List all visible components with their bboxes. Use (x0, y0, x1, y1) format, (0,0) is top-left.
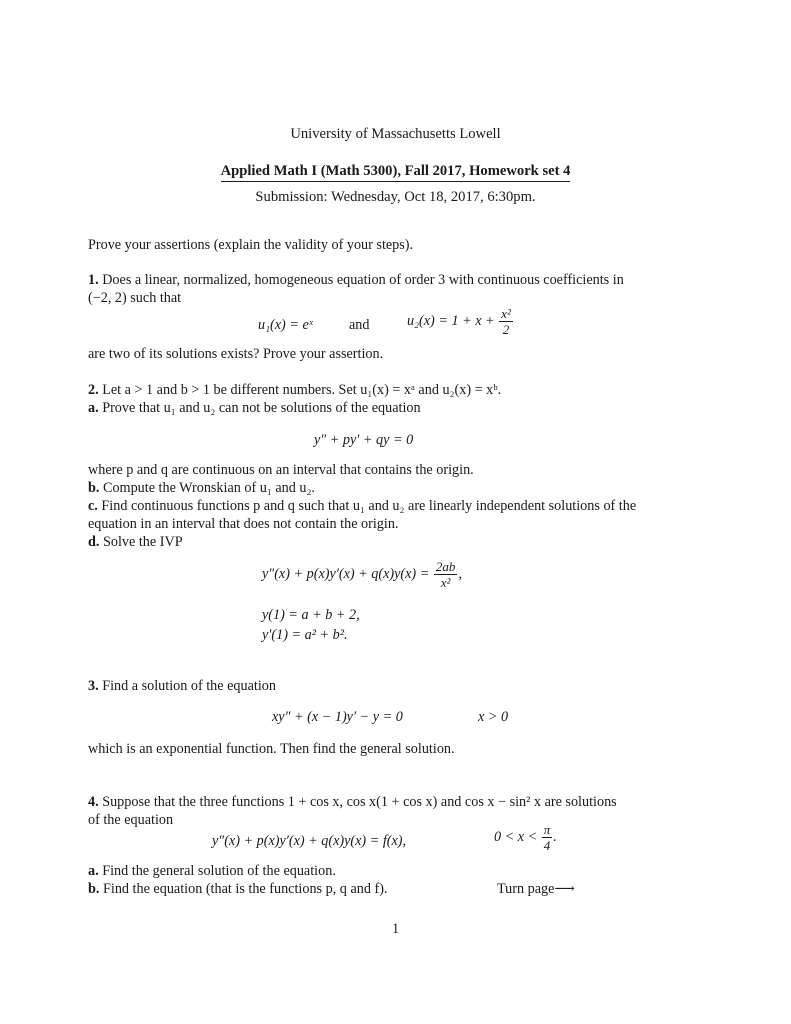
problem-4-line-2: of the equation (88, 812, 174, 828)
problem-4-equation: y″(x) + p(x)y′(x) + q(x)y(x) = f(x), (212, 833, 407, 849)
page-number: 1 (391, 921, 400, 937)
problem-1-line-3: are two of its solutions exists? Prove your assertion. (88, 346, 384, 362)
problem-2d-ic-1: y(1) = a + b + 2, (262, 607, 360, 623)
problem-4b-label: b. (88, 881, 100, 897)
problem-2-line-1 (88, 381, 501, 399)
problem-4-cond-end: . (553, 828, 557, 845)
university-name: University of Massachusetts Lowell (290, 126, 501, 142)
problem-2a-equation: y″ + py′ + qy = 0 (314, 432, 414, 448)
problem-2b-line (88, 479, 315, 497)
problem-4-number: 4. (88, 794, 99, 810)
problem-2d-eq-lhs: y″(x) + p(x)y′(x) + q(x)y(x) = (262, 565, 430, 582)
problem-4a-text: Find the general solution of the equation. (102, 863, 336, 879)
fraction-numerator: π (543, 822, 551, 837)
problem-1-eq-u2-fraction (499, 307, 513, 336)
problem-3-after: which is an exponential function. Then find the general solution. (88, 741, 455, 757)
submission-date: Submission: Wednesday, Oct 18, 2017, 6:30pm. (255, 189, 536, 205)
problem-2d-equation (262, 560, 462, 589)
course-title (0, 163, 791, 180)
problem-4b-line (88, 880, 387, 898)
intro-text: Prove your assertions (explain the validity of your steps). (88, 237, 414, 253)
problem-3-condition: x > 0 (478, 709, 509, 725)
problem-3-text: Find a solution of the equation (102, 678, 276, 694)
problem-2a-line (88, 399, 421, 417)
problem-2-number: 2. (88, 382, 99, 398)
problem-1-number: 1. (88, 272, 99, 288)
problem-2d-eq-comma: , (458, 565, 462, 582)
problem-2b-label: b. (88, 480, 100, 496)
problem-1-and: and (349, 317, 370, 333)
problem-2d-ic-2: y′(1) = a² + b². (262, 627, 348, 643)
course-title-text: Applied Math I (Math 5300), Fall 2017, Homework set 4 (221, 163, 571, 182)
problem-3-equation: xy″ + (x − 1)y′ − y = 0 (272, 709, 403, 725)
problem-2-text: Let a > 1 and b > 1 be different numbers. Set u₁(x) = xᵃ and u₂(x) = xᵇ. (102, 382, 502, 398)
problem-4a-line (88, 862, 336, 880)
fraction-numerator: 2ab (435, 559, 456, 574)
fraction-denominator: 2 (502, 322, 510, 337)
problem-1-eq-u2 (407, 307, 514, 336)
problem-4-condition (494, 823, 557, 852)
fraction-denominator: 4 (543, 838, 551, 853)
problem-2c-text-1: Find continuous functions p and q such that u₁ and u₂ are linearly independent solutions of the (101, 498, 637, 514)
problem-4-text-1: Suppose that the three functions 1 + cos x, cos x(1 + cos x) and cos x − sin² x are solutions (102, 794, 617, 810)
problem-2d-line (88, 533, 183, 551)
problem-2c-line-1 (88, 497, 636, 515)
problem-2a-text: Prove that u₁ and u₂ can not be solutions of the equation (102, 400, 421, 416)
problem-4-line-1 (88, 793, 617, 811)
problem-2a-after: where p and q are continuous on an interval that contains the origin. (88, 462, 474, 478)
problem-2a-label: a. (88, 400, 99, 416)
problem-3-line-1 (88, 677, 276, 695)
problem-3-number: 3. (88, 678, 99, 694)
problem-2d-label: d. (88, 534, 100, 550)
problem-4a-label: a. (88, 863, 99, 879)
problem-4b-text: Find the equation (that is the functions p, q and f). (102, 881, 388, 897)
problem-1-text-a: Does a linear, normalized, homogeneous equation of order 3 with continuous coefficients in (102, 272, 624, 288)
problem-2d-eq-fraction (434, 560, 458, 589)
problem-4-cond-fraction (542, 823, 553, 852)
problem-1-line-2: (−2, 2) such that (88, 290, 182, 306)
fraction-numerator: x² (501, 306, 511, 321)
problem-1-eq-u1: u₁(x) = eˣ (258, 317, 313, 333)
problem-1-eq-u2-lhs: u₂(x) = 1 + x + (407, 312, 495, 329)
problem-2c-line-2: equation in an interval that does not contain the origin. (88, 516, 399, 532)
problem-4-cond-lhs: 0 < x < (494, 828, 538, 845)
fraction-denominator: x² (440, 575, 451, 590)
problem-2c-label: c. (88, 498, 98, 514)
turn-page-note: Turn page⟶ (497, 881, 575, 897)
problem-2b-text: Compute the Wronskian of u₁ and u₂. (102, 480, 315, 496)
problem-1-line-1 (88, 271, 624, 289)
problem-2d-text: Solve the IVP (102, 534, 183, 550)
